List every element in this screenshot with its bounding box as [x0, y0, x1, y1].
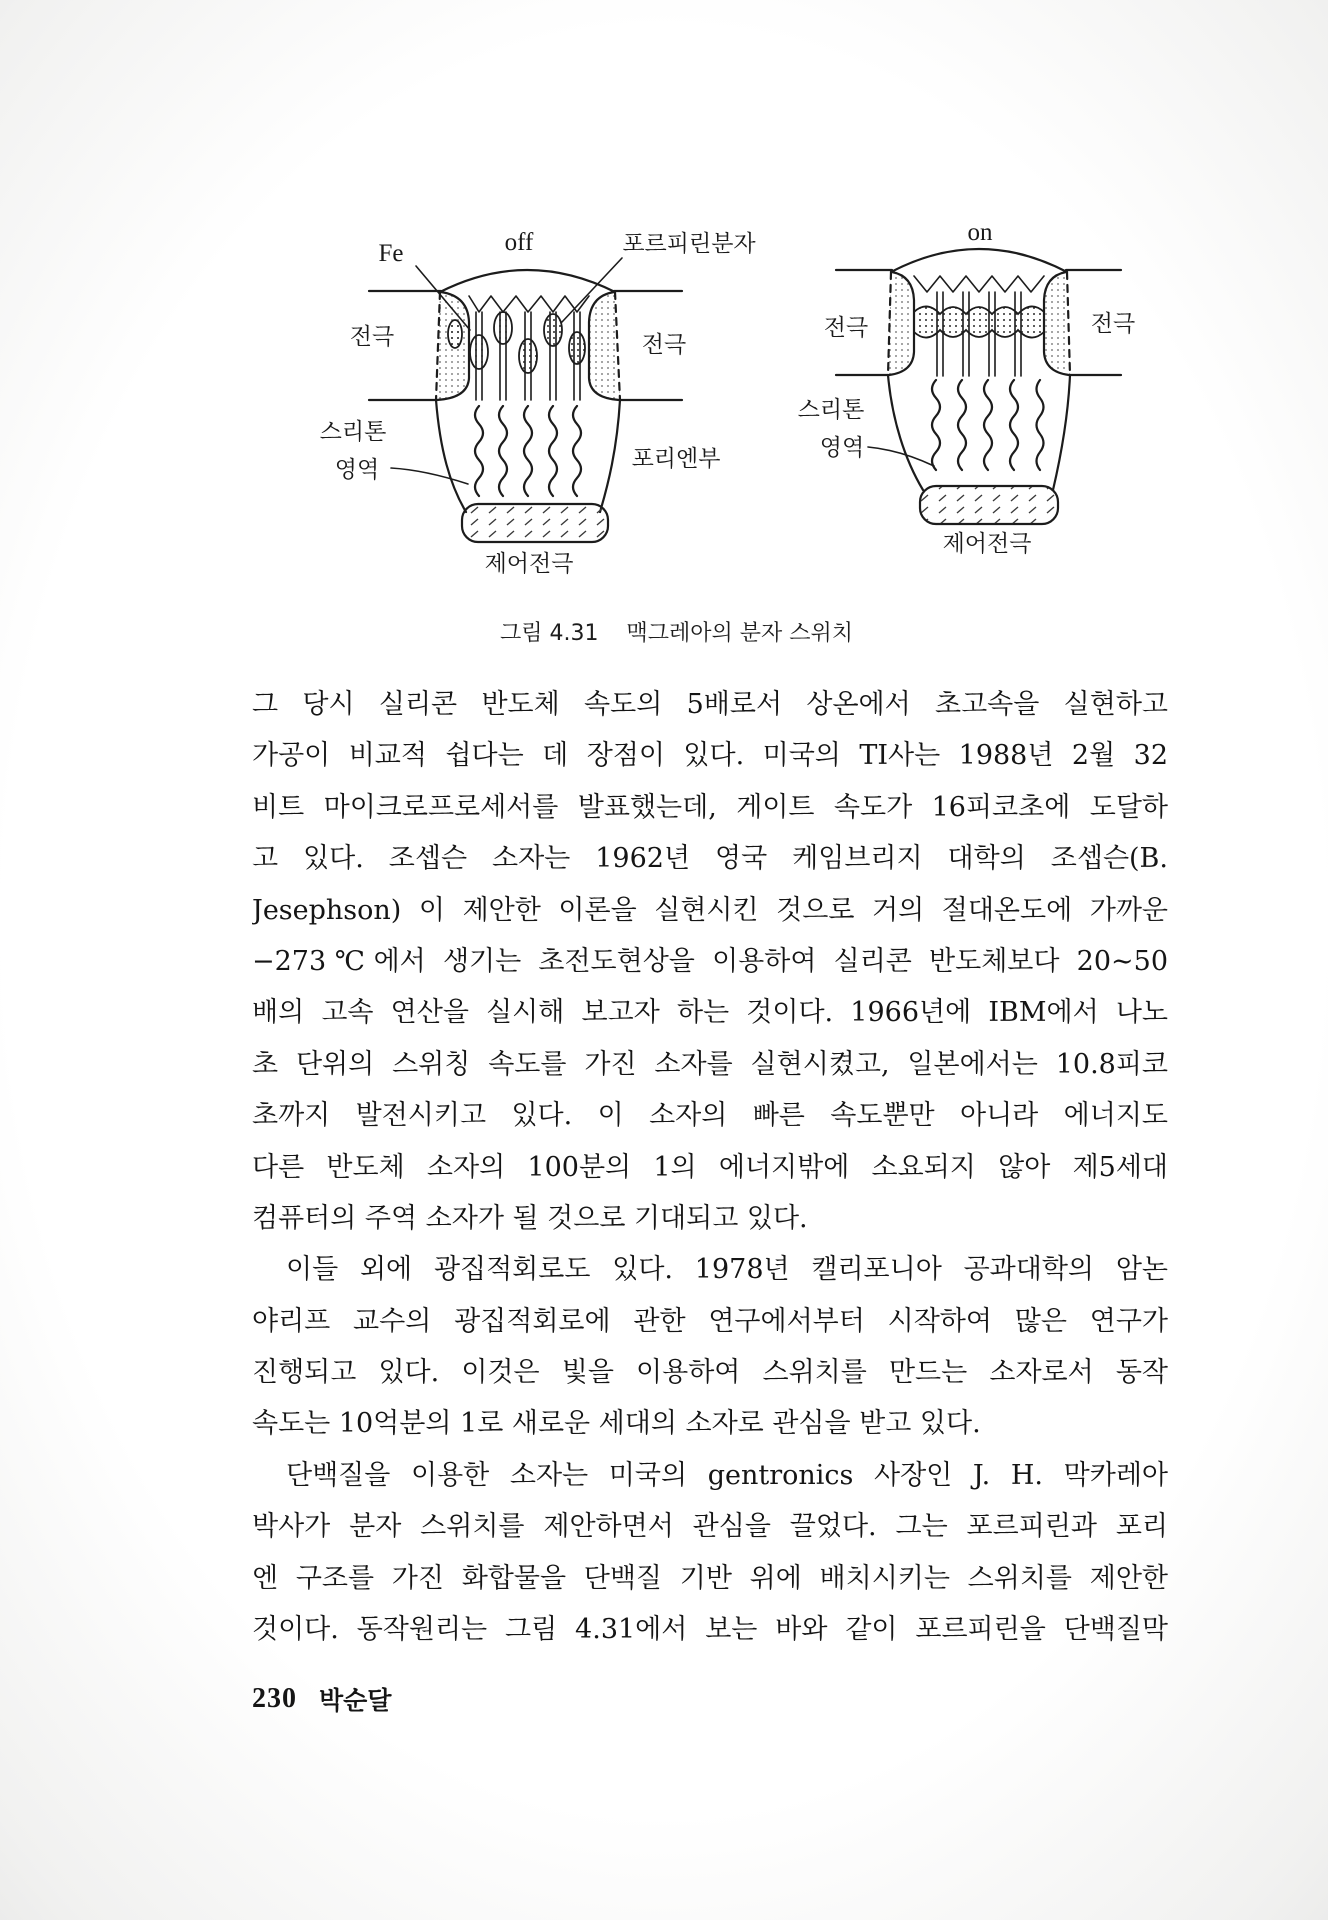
body-line: 엔 구조를 가진 화합물을 단백질 기반 위에 배치시키는 스위치를 제안한: [252, 1562, 1168, 1594]
body-wall: [888, 375, 1070, 490]
body-line: 진행되고 있다. 이것은 빛을 이용하여 스위치를 만드는 소자로서 동작: [252, 1357, 1168, 1389]
right-electrode-area: [1044, 272, 1070, 375]
page-footer: [252, 1680, 391, 1718]
polyene-chains: [475, 406, 581, 496]
paragraph: [252, 679, 1168, 1244]
porphyrin-molecule: [470, 335, 488, 369]
body-line: −273℃에서 생기는 초전도현상을 이용하여 실리콘 반도체보다 20∼50: [252, 945, 1168, 977]
figure-caption: [500, 615, 940, 647]
soliton-label-line1: 스리톤: [319, 419, 387, 445]
porphyrin-molecule: [494, 312, 512, 344]
porphyrin-molecule: [544, 314, 562, 346]
electrode-left-label: 전극: [823, 315, 869, 341]
soliton-label-line1: 스리톤: [797, 397, 865, 423]
body-line: 것이다. 동작원리는 그림 4.31에서 보는 바와 같이 포르피린을 단백질막: [252, 1614, 1168, 1646]
control-electrode: [462, 504, 608, 542]
body-line: 고 있다. 조셉슨 소자는 1962년 영국 케임브리지 대학의 조셉슨(B.: [252, 843, 1168, 875]
body-line: 컴퓨터의 주역 소자가 될 것으로 기대되고 있다.: [252, 1202, 808, 1234]
figure-number: 그림 4.31: [500, 620, 599, 646]
fe-label: Fe: [378, 240, 404, 267]
paragraph: [252, 1450, 1168, 1656]
porphyrin-molecule: [519, 339, 537, 373]
porphyrin-molecule: [569, 332, 585, 364]
paragraph: [252, 1244, 1168, 1450]
on-state-label: on: [967, 219, 993, 246]
body-line: 박사가 분자 스위치를 제안하면서 관심을 끌었다. 그는 포르피린과 포리: [252, 1511, 1168, 1543]
body-line: 배의 고속 연산을 실시해 보고자 하는 것이다. 1966년에 IBM에서 나노: [252, 997, 1168, 1029]
polyene-chains: [932, 380, 1044, 470]
cap-arc: [440, 270, 615, 292]
body-text: [252, 679, 1168, 1655]
porphyrin-bridge-chain: [914, 306, 1044, 337]
body-line: 그 당시 실리콘 반도체 속도의 5배로서 상온에서 초고속을 실현하고: [252, 689, 1168, 720]
soliton-label-line2: 영역: [819, 435, 865, 461]
soliton-label-line2: 영역: [334, 457, 380, 483]
author-name: 박순달: [319, 1686, 392, 1715]
body-line: 단백질을 이용한 소자는 미국의 gentronics 사장인 J. H. 막카레아: [286, 1459, 1168, 1491]
soliton-leader-line: [868, 447, 934, 466]
body-line: 다른 반도체 소자의 100분의 1의 에너지밖에 소요되지 않아 제5세대: [252, 1151, 1168, 1183]
electrode-right-label: 전극: [1090, 311, 1136, 337]
molecular-switch-on: [798, 219, 1136, 557]
porphyrin-connector-zigzag: [914, 276, 1044, 292]
body-line: 초까지 발전시키고 있다. 이 소자의 빠른 속도뿐만 아니라 에너지도: [252, 1100, 1168, 1132]
control-electrode-label: 제어전극: [942, 531, 1032, 557]
body-line: 이들 외에 광집적회로도 있다. 1978년 캘리포니아 공과대학의 암논: [286, 1254, 1168, 1286]
body-line: 야리프 교수의 광집적회로에 관한 연구에서부터 시작하여 많은 연구가: [252, 1305, 1168, 1337]
soliton-leader-line: [391, 468, 468, 484]
control-electrode-label: 제어전극: [484, 551, 574, 577]
body-line: 비트 마이크로프로세서를 발표했는데, 게이트 속도가 16피코초에 도달하: [252, 791, 1168, 823]
body-line: Jesephson) 이 제안한 이론을 실현시킨 것으로 거의 절대온도에 가까운: [252, 894, 1168, 926]
electrode-right-label: 전극: [641, 332, 687, 358]
porphyrin-connector-zigzag: [469, 296, 589, 312]
off-state-label: off: [504, 229, 534, 256]
page-number: 230: [252, 1683, 297, 1714]
control-electrode: [920, 486, 1058, 524]
body-line: 가공이 비교적 쉽다는 데 장점이 있다. 미국의 TI사는 1988년 2월 32: [252, 740, 1168, 772]
left-electrode-area: [888, 272, 914, 375]
body-line: 초 단위의 스위칭 속도를 가진 소자를 실현시켰고, 일본에서는 10.8피코: [252, 1048, 1168, 1080]
cap-arc: [891, 249, 1067, 272]
porphyrin-molecule-label: 포르피린분자: [622, 231, 756, 257]
fe-site: [448, 320, 462, 348]
electrode-left-label: 전극: [349, 324, 395, 350]
molecular-switch-off: [320, 229, 757, 577]
polyene-label: 포리엔부: [631, 446, 721, 472]
figure-title: 맥그레아의 분자 스위치: [626, 620, 853, 646]
figure-4-31-diagram: [0, 0, 1328, 600]
body-line: 속도는 10억분의 1로 새로운 세대의 소자로 관심을 받고 있다.: [252, 1408, 981, 1440]
